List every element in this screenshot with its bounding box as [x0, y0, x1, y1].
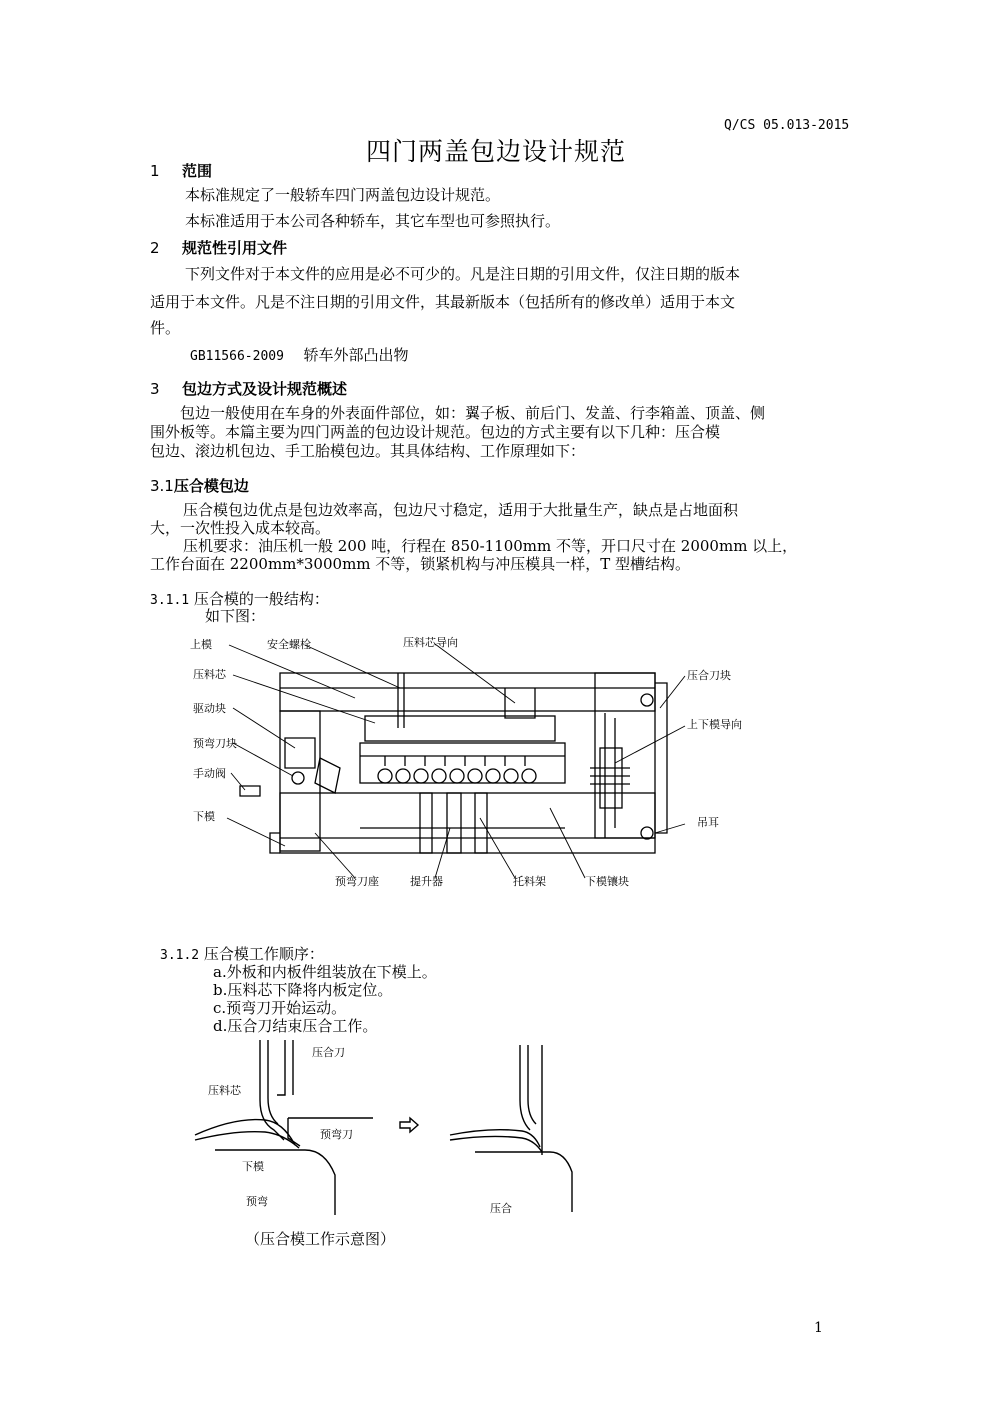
reference-title: 轿车外部凸出物 [303, 346, 409, 364]
label-pad-guide: 压料芯导向 [403, 636, 458, 649]
paragraph-line: 围外板等。本篇主要为四门两盖的包边设计规范。包边的方式主要有以下几种：压合模 [150, 423, 721, 441]
paragraph-line: 大，一次性投入成本较高。 [150, 519, 331, 537]
paragraph: 本标准规定了一般轿车四门两盖包边设计规范。 [185, 186, 501, 204]
hemming-sequence-diagram [190, 1040, 590, 1220]
label-prebend-knife: 预弯刀块 [193, 737, 237, 750]
label-hem-knife: 压合刀块 [687, 669, 731, 682]
label-hem-knife: 压合刀 [312, 1046, 345, 1059]
label-lower-die: 下模 [242, 1160, 264, 1173]
label-state-hem: 压合 [490, 1202, 512, 1215]
arrow-icon [400, 1118, 418, 1132]
paragraph-line: 工作台面在 2200mm*3000mm 不等，锁紧机构与冲压模具一样，T 型槽结构。 [150, 555, 691, 573]
section-title: 规范性引用文件 [182, 239, 288, 257]
reference-code: GB11566-2009 [190, 349, 284, 364]
label-upper-die: 上模 [190, 638, 212, 651]
section-number: 3 [150, 380, 160, 398]
paragraph-line: 压合模包边优点是包边效率高，包边尺寸稳定，适用于大批量生产，缺点是占地面积 [183, 501, 739, 519]
step-item: b.压料芯下降将内板定位。 [213, 981, 393, 999]
step-item: a.外板和内板件组装放在下模上。 [213, 963, 437, 981]
label-safety-bolt: 安全螺栓 [267, 638, 311, 651]
document-number: Q/CS 05.013-2015 [724, 118, 850, 133]
label-drive-block: 驱动块 [193, 702, 226, 715]
section-number: 3.1.2 [160, 948, 200, 963]
paragraph-line: 包边一般使用在车身的外表面件部位，如：翼子板、前后门、发盖、行李箱盖、顶盖、侧 [180, 404, 766, 422]
section-title: 压合模的一般结构： [193, 590, 329, 608]
section-1-heading [150, 160, 212, 181]
section-3-1-heading [150, 475, 249, 496]
paragraph: 本标准适用于本公司各种轿车，其它车型也可参照执行。 [185, 212, 561, 230]
label-lifter: 提升器 [410, 875, 443, 888]
label-pad: 压料芯 [193, 668, 226, 681]
paragraph-line: 件。 [150, 319, 181, 337]
label-prebend-knife: 预弯刀 [320, 1128, 353, 1141]
label-support: 托料架 [513, 875, 546, 888]
section-number: 3.1.1 [150, 593, 190, 608]
lower-die-body [280, 793, 655, 853]
reference-entry [190, 342, 409, 370]
label-prebend-seat: 预弯刀座 [335, 875, 379, 888]
pad-left [260, 1040, 284, 1140]
label-pad: 压料芯 [208, 1084, 241, 1097]
label-lifting-ear: 吊耳 [697, 816, 719, 829]
section-3-1-2-heading [160, 945, 324, 965]
paragraph-line: 适用于本文件。凡是不注日期的引用文件，其最新版本（包括所有的修改单）适用于本文 [150, 293, 736, 311]
section-2-heading [150, 237, 287, 258]
section-number: 2 [150, 239, 160, 257]
page-title: 四门两盖包边设计规范 [365, 137, 626, 166]
section-3-heading [150, 378, 347, 399]
figure-caption: （压合模工作示意图） [245, 1230, 396, 1248]
paragraph-line: 压机要求：油压机一般 200 吨，行程在 850-1100mm 不等，开口尺寸在 2000mm 以上， [183, 537, 798, 555]
lower-die-left [215, 1150, 335, 1215]
figure-intro: 如下图： [205, 607, 266, 625]
step-item: d.压合刀结束压合工作。 [213, 1017, 378, 1035]
section-title: 压合模包边 [173, 477, 249, 495]
step-item: c.预弯刀开始运动。 [213, 999, 347, 1017]
section-title: 包边方式及设计规范概述 [182, 380, 348, 398]
label-die-guide: 上下模导向 [687, 718, 742, 731]
paragraph-line: 下列文件对于本文件的应用是必不可少的。凡是注日期的引用文件，仅注日期的版本 [185, 265, 741, 283]
section-title: 压合模工作顺序： [203, 945, 324, 963]
press-die-structure-diagram [185, 628, 765, 893]
page-number: 1 [814, 1320, 823, 1336]
paragraph-line: 包边、滚边机包边、手工胎模包边。其具体结构、工作原理如下： [150, 442, 586, 460]
section-number: 3.1 [150, 477, 174, 495]
section-title: 范围 [182, 162, 213, 180]
label-lower-insert: 下模镶块 [585, 875, 629, 888]
label-state-prebend: 预弯 [246, 1195, 268, 1208]
label-hand-valve: 手动阀 [193, 767, 226, 780]
label-lower-die: 下模 [193, 810, 215, 823]
upper-die-body [280, 673, 655, 711]
section-number: 1 [150, 162, 160, 180]
